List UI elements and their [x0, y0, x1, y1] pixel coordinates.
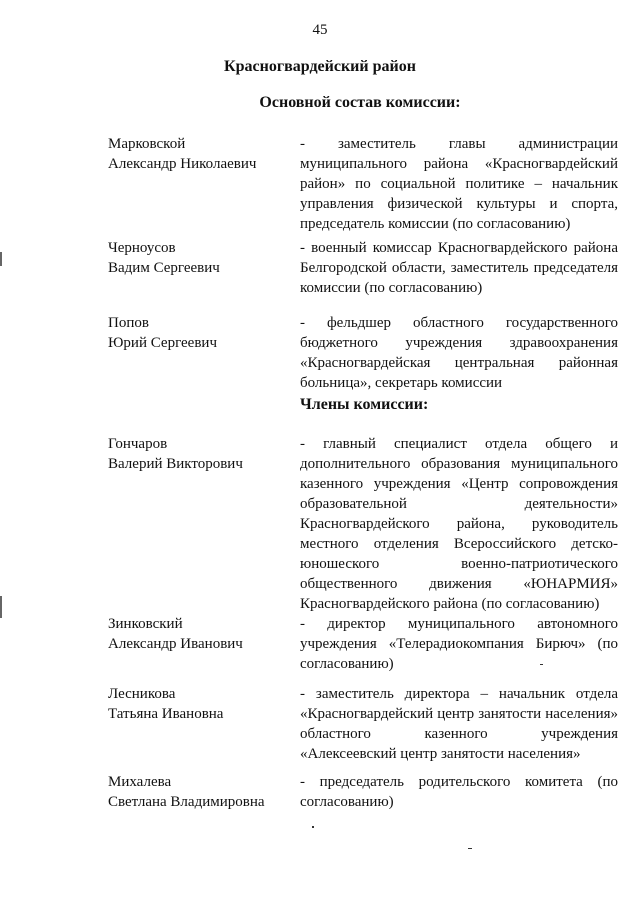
- member-role: - заместитель директора – начальник отдела «Красногвардейский центр занятости населения» областного казенного учреждения «Алексеевский центр занятости населения»: [300, 686, 618, 762]
- member-surname: Зинковский: [108, 616, 183, 632]
- member-surname: Черноусов: [108, 240, 176, 256]
- member-given-names: Александр Иванович: [108, 636, 243, 652]
- member-surname: Лесникова: [108, 686, 176, 702]
- member-role: - военный комиссар Красногвардейского района Белгородской области, заместитель председателя комиссии (по согласованию): [300, 240, 618, 296]
- page-number: 45: [312, 22, 328, 38]
- member-role: - директор муниципального автономного учреждения «Телерадиокомпания Бирюч» (по согласованию): [300, 616, 618, 672]
- scan-edge-mark: [0, 596, 2, 618]
- member-surname: Михалева: [108, 774, 172, 790]
- member-given-names: Александр Николаевич: [108, 156, 257, 172]
- scan-edge-mark: [0, 252, 2, 266]
- member-given-names: Юрий Сергеевич: [108, 335, 217, 351]
- district-title: Красногвардейский район: [224, 58, 416, 75]
- member-name: [108, 238, 288, 278]
- scan-speck: [468, 848, 472, 849]
- member-surname: Марковской: [108, 136, 186, 152]
- member-name: [108, 772, 288, 812]
- member-name: [108, 134, 288, 174]
- member-role: - заместитель главы администрации муниципального района «Красногвардейский район» по социальной политике – начальник управления физической культуры и спорта, председатель комиссии (по согласованию): [300, 136, 618, 232]
- scan-speck: [540, 664, 543, 665]
- member-role: - главный специалист отдела общего и дополнительного образования муниципального казенного учреждения «Центр сопровождения образовательной деятельности» Красногвардейского района, руководитель местного отделения Всероссийского детско-юношеского военно-патриотического общественного движения «ЮНАРМИЯ» Красногвардейского района (по согласованию): [300, 436, 618, 612]
- member-given-names: Светлана Владимировна: [108, 794, 265, 810]
- member-surname: Попов: [108, 315, 149, 331]
- member-name: [108, 313, 288, 353]
- scan-speck: [312, 826, 314, 828]
- member-given-names: Татьяна Ивановна: [108, 706, 224, 722]
- member-given-names: Валерий Викторович: [108, 456, 243, 472]
- members-heading: Члены комиссии:: [300, 396, 429, 413]
- member-name: [108, 684, 288, 724]
- member-role: - фельдшер областного государственного бюджетного учреждения здравоохранения «Красногвардейская центральная районная больница», секретарь комиссии: [300, 315, 618, 391]
- member-role: - председатель родительского комитета (по согласованию): [300, 774, 618, 810]
- member-surname: Гончаров: [108, 436, 168, 452]
- member-name: [108, 434, 288, 474]
- member-given-names: Вадим Сергеевич: [108, 260, 220, 276]
- main-composition-heading: Основной состав комиссии:: [259, 94, 461, 111]
- member-name: [108, 614, 288, 654]
